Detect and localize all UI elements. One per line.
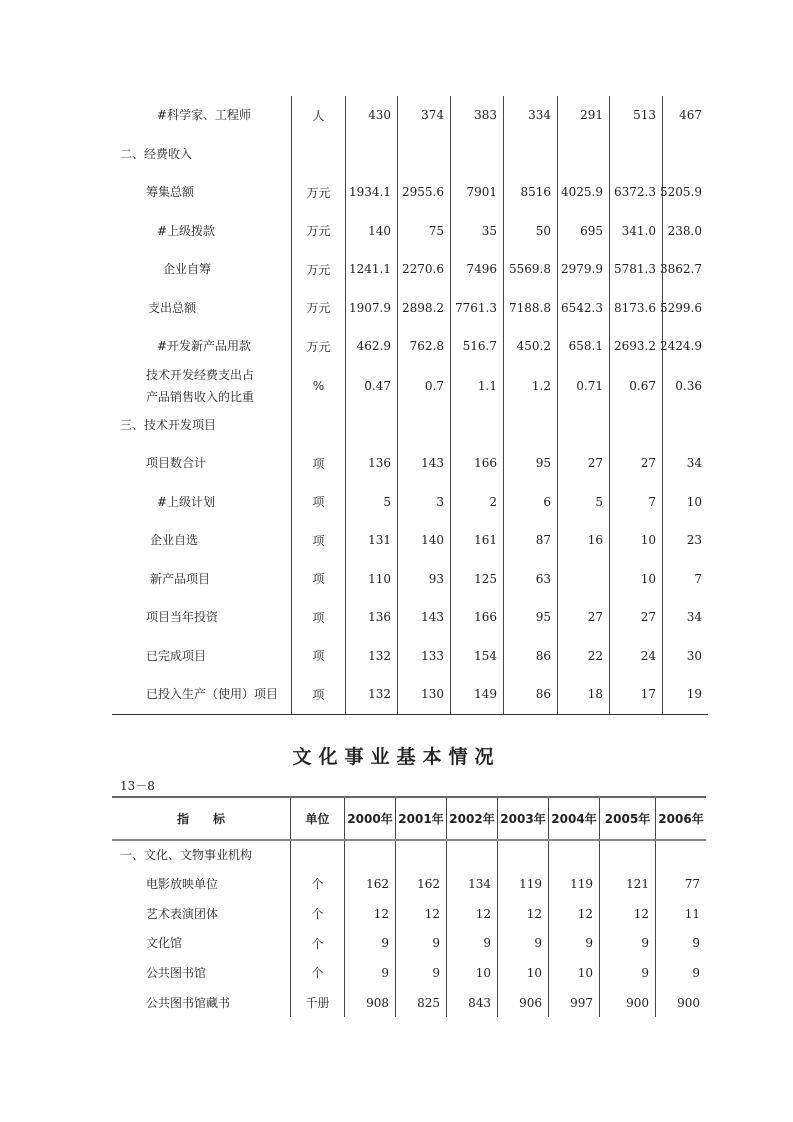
table-row (112, 135, 708, 174)
value-cell: 143 (397, 598, 450, 637)
table-row (112, 212, 708, 251)
table-row (112, 483, 708, 522)
value-cell: 6 (503, 483, 557, 522)
value-cell: 18 (557, 675, 609, 714)
value-cell: 35 (450, 212, 503, 251)
value-cell: 3862.7 (662, 250, 708, 289)
value-cell: 34 (662, 444, 708, 483)
value-cell: 131 (345, 521, 397, 560)
value-cell: 467 (662, 96, 708, 135)
value-cell: 119 (548, 869, 599, 899)
value-cell: 63 (503, 560, 557, 599)
value-cell: 2955.6 (397, 173, 450, 212)
value-cell: 136 (345, 444, 397, 483)
table-bottom-rule (112, 714, 708, 715)
table-row (112, 250, 708, 289)
value-cell (557, 135, 609, 174)
value-cell: 149 (450, 675, 503, 714)
value-cell: 7 (609, 483, 662, 522)
value-cell: 125 (450, 560, 503, 599)
value-cell: 136 (345, 598, 397, 637)
value-cell: 27 (609, 598, 662, 637)
value-cell (503, 406, 557, 445)
value-cell: 11 (655, 899, 706, 929)
value-cell: 10 (446, 958, 497, 988)
value-cell: 162 (344, 869, 395, 899)
unit-cell: 个 (290, 869, 344, 899)
value-cell: 7188.8 (503, 289, 557, 328)
value-cell: 1934.1 (345, 173, 397, 212)
row-label: 三、技术开发项目 (120, 417, 217, 432)
value-cell: 121 (599, 869, 655, 899)
row-label: #上级计划 (157, 494, 216, 509)
table-row (112, 958, 706, 988)
value-cell: 6372.3 (609, 173, 662, 212)
value-cell (609, 406, 662, 445)
value-cell: 462.9 (345, 327, 397, 366)
value-cell: 0.67 (609, 366, 662, 406)
row-label: 艺术表演团体 (146, 906, 219, 921)
value-cell: 10 (609, 521, 662, 560)
value-cell: 7901 (450, 173, 503, 212)
value-cell: 133 (397, 637, 450, 676)
row-label: 二、经费收入 (120, 146, 193, 161)
unit-cell: 项 (291, 521, 345, 560)
value-cell: 17 (609, 675, 662, 714)
value-cell: 140 (345, 212, 397, 251)
value-cell: 8173.6 (609, 289, 662, 328)
value-cell: 9 (446, 928, 497, 958)
value-cell: 10 (548, 958, 599, 988)
value-cell: 110 (345, 560, 397, 599)
row-label: 公共图书馆藏书 (146, 995, 231, 1010)
column-header: 2004年 (548, 798, 599, 839)
value-cell: 5 (345, 483, 397, 522)
column-header: 单位 (290, 798, 344, 839)
value-cell: 9 (344, 958, 395, 988)
value-cell: 77 (655, 869, 706, 899)
value-cell (655, 841, 706, 869)
value-cell: 10 (609, 560, 662, 599)
table-row (112, 444, 708, 483)
table-row (112, 289, 708, 328)
column-header: 2005年 (599, 798, 655, 839)
column-header: 2000年 (344, 798, 395, 839)
table-row (112, 173, 708, 212)
value-cell: 161 (450, 521, 503, 560)
value-cell: 374 (397, 96, 450, 135)
value-cell: 166 (450, 598, 503, 637)
unit-cell: 项 (291, 560, 345, 599)
value-cell: 86 (503, 637, 557, 676)
value-cell: 27 (557, 444, 609, 483)
value-cell (446, 841, 497, 869)
value-cell: 10 (497, 958, 548, 988)
table-row (112, 869, 706, 899)
value-cell: 30 (662, 637, 708, 676)
value-cell: 140 (397, 521, 450, 560)
table-row (112, 406, 708, 445)
value-cell: 3 (397, 483, 450, 522)
value-cell: 1.2 (503, 366, 557, 406)
value-cell: 130 (397, 675, 450, 714)
value-cell (450, 406, 503, 445)
value-cell: 27 (609, 444, 662, 483)
value-cell: 19 (662, 675, 708, 714)
value-cell: 9 (395, 928, 446, 958)
row-label: 已完成项目 (146, 648, 207, 663)
unit-cell: 千册 (290, 988, 344, 1018)
value-cell: 166 (450, 444, 503, 483)
value-cell: 1241.1 (345, 250, 397, 289)
value-cell (395, 841, 446, 869)
value-cell (497, 841, 548, 869)
value-cell: 9 (344, 928, 395, 958)
value-cell: 10 (662, 483, 708, 522)
unit-cell: 万元 (291, 250, 345, 289)
value-cell: 7761.3 (450, 289, 503, 328)
value-cell (345, 406, 397, 445)
column-header: 2003年 (497, 798, 548, 839)
value-cell: 2693.2 (609, 327, 662, 366)
row-label: #科学家、工程师 (157, 108, 252, 123)
value-cell: 9 (548, 928, 599, 958)
value-cell (450, 135, 503, 174)
unit-cell (290, 841, 344, 869)
value-cell (397, 406, 450, 445)
table-row (112, 675, 708, 714)
value-cell: 87 (503, 521, 557, 560)
value-cell: 0.71 (557, 366, 609, 406)
value-cell: 5781.3 (609, 250, 662, 289)
value-cell: 658.1 (557, 327, 609, 366)
value-cell: 9 (655, 928, 706, 958)
value-cell (557, 406, 609, 445)
unit-cell: 万元 (291, 212, 345, 251)
row-label: 新产品项目 (150, 571, 211, 586)
value-cell (397, 135, 450, 174)
value-cell: 843 (446, 988, 497, 1018)
value-cell (557, 560, 609, 599)
row-label: 电影放映单位 (146, 876, 219, 891)
column-header: 2002年 (446, 798, 497, 839)
value-cell: 0.7 (397, 366, 450, 406)
row-label: #上级拨款 (157, 223, 216, 238)
unit-cell: 项 (291, 598, 345, 637)
value-cell: 9 (497, 928, 548, 958)
value-cell: 513 (609, 96, 662, 135)
column-header: 指 标 (176, 812, 225, 826)
value-cell (662, 406, 708, 445)
value-cell: 50 (503, 212, 557, 251)
value-cell: 9 (655, 958, 706, 988)
unit-cell: 个 (290, 928, 344, 958)
unit-cell: 万元 (291, 173, 345, 212)
value-cell: 24 (609, 637, 662, 676)
row-label: #开发新产品用款 (157, 339, 252, 354)
value-cell: 162 (395, 869, 446, 899)
unit-cell: 个 (290, 958, 344, 988)
unit-cell: 个 (290, 899, 344, 929)
value-cell: 5299.6 (662, 289, 708, 328)
value-cell: 8516 (503, 173, 557, 212)
value-cell: 9 (599, 958, 655, 988)
value-cell: 132 (345, 675, 397, 714)
table-row (112, 96, 708, 135)
row-label: 支出总额 (148, 300, 197, 315)
value-cell: 997 (548, 988, 599, 1018)
value-cell: 5569.8 (503, 250, 557, 289)
value-cell: 9 (599, 928, 655, 958)
value-cell: 238.0 (662, 212, 708, 251)
row-label: 公共图书馆 (146, 965, 207, 980)
value-cell (599, 841, 655, 869)
table-row (112, 988, 706, 1018)
row-label: 已投入生产（使用）项目 (146, 687, 279, 702)
value-cell: 5 (557, 483, 609, 522)
value-cell: 7496 (450, 250, 503, 289)
value-cell (344, 841, 395, 869)
value-cell: 9 (395, 958, 446, 988)
value-cell: 23 (662, 521, 708, 560)
unit-cell: 项 (291, 637, 345, 676)
value-cell: 12 (395, 899, 446, 929)
table-row (112, 841, 706, 869)
value-cell: 2 (450, 483, 503, 522)
table-row (112, 928, 706, 958)
value-cell: 4025.9 (557, 173, 609, 212)
unit-cell: 项 (291, 483, 345, 522)
tech-development-table (112, 96, 708, 714)
row-label: 技术开发经费支出占产品销售收入的比重 (146, 367, 255, 404)
column-header: 2001年 (395, 798, 446, 839)
value-cell: 12 (497, 899, 548, 929)
value-cell: 383 (450, 96, 503, 135)
unit-cell: 万元 (291, 289, 345, 328)
table-row (112, 899, 706, 929)
value-cell: 34 (662, 598, 708, 637)
unit-cell: 项 (291, 444, 345, 483)
value-cell: 1907.9 (345, 289, 397, 328)
page-title: 文化事业基本情况 (292, 746, 501, 768)
value-cell: 22 (557, 637, 609, 676)
value-cell: 430 (345, 96, 397, 135)
value-cell: 132 (345, 637, 397, 676)
table-row (112, 366, 708, 406)
value-cell: 2424.9 (662, 327, 708, 366)
table-row (112, 327, 708, 366)
unit-cell: 人 (291, 96, 345, 135)
value-cell: 2979.9 (557, 250, 609, 289)
value-cell: 450.2 (503, 327, 557, 366)
value-cell: 2270.6 (397, 250, 450, 289)
value-cell: 12 (599, 899, 655, 929)
column-header: 2006年 (655, 798, 706, 839)
value-cell: 6542.3 (557, 289, 609, 328)
table-row (112, 560, 708, 599)
unit-cell: 项 (291, 675, 345, 714)
value-cell (609, 135, 662, 174)
value-cell: 908 (344, 988, 395, 1018)
row-label: 筹集总额 (146, 185, 195, 200)
value-cell: 341.0 (609, 212, 662, 251)
value-cell: 2898.2 (397, 289, 450, 328)
value-cell: 134 (446, 869, 497, 899)
value-cell: 143 (397, 444, 450, 483)
value-cell: 291 (557, 96, 609, 135)
value-cell: 1.1 (450, 366, 503, 406)
value-cell: 154 (450, 637, 503, 676)
culture-table (112, 796, 706, 1017)
value-cell: 93 (397, 560, 450, 599)
value-cell: 900 (655, 988, 706, 1018)
table-row (112, 637, 708, 676)
unit-cell (291, 406, 345, 445)
row-label: 企业自选 (150, 533, 199, 548)
value-cell: 900 (599, 988, 655, 1018)
table-row (112, 598, 708, 637)
value-cell: 0.36 (662, 366, 708, 406)
value-cell (662, 135, 708, 174)
value-cell: 12 (548, 899, 599, 929)
value-cell: 95 (503, 444, 557, 483)
value-cell: 762.8 (397, 327, 450, 366)
value-cell: 0.47 (345, 366, 397, 406)
value-cell: 906 (497, 988, 548, 1018)
value-cell: 16 (557, 521, 609, 560)
unit-cell: 万元 (291, 327, 345, 366)
value-cell: 516.7 (450, 327, 503, 366)
value-cell (503, 135, 557, 174)
value-cell (345, 135, 397, 174)
value-cell: 12 (446, 899, 497, 929)
value-cell: 825 (395, 988, 446, 1018)
row-label: 文化馆 (146, 936, 183, 951)
row-label: 企业自筹 (163, 262, 212, 277)
value-cell: 12 (344, 899, 395, 929)
header-row (112, 798, 706, 841)
table-number: 13－8 (120, 779, 155, 793)
value-cell (548, 841, 599, 869)
value-cell: 7 (662, 560, 708, 599)
value-cell: 95 (503, 598, 557, 637)
value-cell: 27 (557, 598, 609, 637)
value-cell: 334 (503, 96, 557, 135)
unit-cell (291, 135, 345, 174)
row-label: 项目当年投资 (146, 610, 219, 625)
row-label: 一、文化、文物事业机构 (120, 848, 253, 862)
row-label: 项目数合计 (146, 456, 207, 471)
table-row (112, 521, 708, 560)
value-cell: 75 (397, 212, 450, 251)
value-cell: 86 (503, 675, 557, 714)
value-cell: 119 (497, 869, 548, 899)
unit-cell: % (291, 366, 345, 406)
value-cell: 695 (557, 212, 609, 251)
value-cell: 5205.9 (662, 173, 708, 212)
